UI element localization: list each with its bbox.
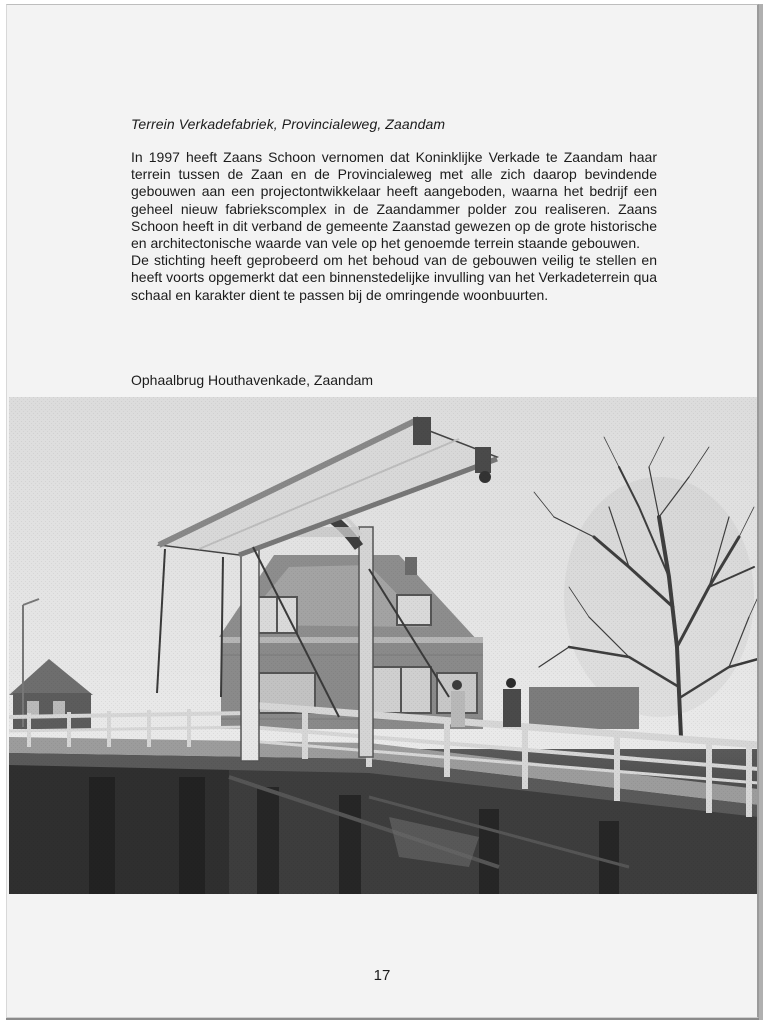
page-edge-bottom <box>6 1018 759 1020</box>
section-heading: Terrein Verkadefabriek, Provincialeweg, Zaandam <box>131 116 446 132</box>
photo-caption: Ophaalbrug Houthavenkade, Zaandam <box>131 372 374 388</box>
page-number: 17 <box>373 967 391 984</box>
page-edge-right <box>759 4 763 1020</box>
paragraph-1: In 1997 heeft Zaans Schoon vernomen dat Koninklijke Verkade te Zaandam haar terrein tussen de Zaan en de Provincialeweg met alle zich daarop bevindende gebouwen aan een projectontwikkelaar heeft aangeboden, waarna het bedrijf een geheel nieuw fabriekscomplex in de Zaandammer polder zou realiseren. Zaans Schoon heeft in dit verband de gemeente Zaanstad gewezen op de grote historische en architectonische waarde van vele op het genoemde terrein staande gebouwen. <box>131 149 657 252</box>
drawbridge-illustration <box>9 397 758 894</box>
body-text <box>131 149 657 304</box>
drawbridge-photo <box>9 397 758 894</box>
book-page <box>6 4 759 1018</box>
photo-grain <box>9 397 758 894</box>
paragraph-2: De stichting heeft geprobeerd om het behoud van de gebouwen veilig te stellen en heeft voorts opgemerkt dat een binnenstedelijke invulling van het Verkadeterrein qua schaal en karakter dient te passen bij de omringende woonbuurten. <box>131 252 657 303</box>
